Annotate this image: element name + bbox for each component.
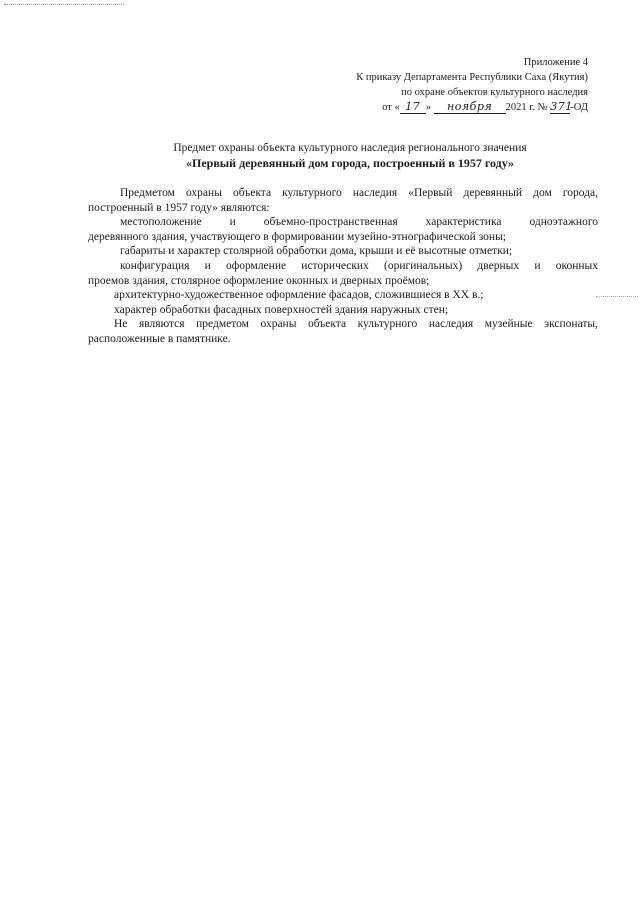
- handwritten-day: 17: [400, 101, 426, 114]
- scan-artifact-right: [596, 296, 638, 297]
- appendix-header: [288, 55, 588, 115]
- intro-line-2: построенный в 1957 году» являются:: [88, 201, 270, 214]
- exclusion-line-1: Не являются предметом охраны объекта культурного наследия музейные экспонаты,: [114, 318, 598, 331]
- item-1-line-1: местоположение и объемно-пространственная характеристика одноэтажного: [120, 216, 598, 229]
- scan-artifact-top: [4, 4, 124, 7]
- document-body: [88, 186, 598, 347]
- item-5: характер обработки фасадных поверхностей здания наружных стен;: [114, 303, 449, 316]
- item-3-line-2: проемов здания, столярное оформление оконных и дверных проёмов;: [88, 274, 430, 287]
- exclusion-line-2: расположенные в памятнике.: [88, 332, 231, 345]
- intro-line-1: Предметом охраны объекта культурного наследия «Первый деревянный дом города,: [120, 187, 598, 199]
- date-year: 2021 г. №: [505, 102, 548, 113]
- handwritten-month: ноября: [434, 101, 506, 114]
- item-2: габариты и характер столярной обработки дома, крыши и её высотные отметки;: [120, 245, 513, 258]
- appendix-number: Приложение 4: [523, 57, 588, 68]
- date-mid: »: [425, 102, 432, 113]
- title-line-1: Предмет охраны объекта культурного наследия регионального значения: [173, 142, 527, 154]
- item-4: архитектурно-художественное оформление фасадов, сложившиеся в XX в.;: [114, 289, 484, 302]
- appendix-date-line: [288, 100, 588, 115]
- title-line-2: «Первый деревянный дом города, построенный в 1957 году»: [185, 156, 515, 170]
- handwritten-order-number: 371: [550, 100, 573, 113]
- order-suffix: -ОД: [570, 102, 588, 113]
- appendix-order-ref: К приказу Департамента Республики Саха (Якутия): [356, 72, 588, 83]
- appendix-department: по охране объектов культурного наследия: [401, 87, 588, 98]
- date-prefix: от «: [382, 102, 400, 113]
- document-title: [80, 141, 620, 171]
- item-3-line-1: конфигурация и оформление исторических (оригинальных) дверных и оконных: [120, 259, 598, 272]
- item-1-line-2: деревянного здания, участвующего в формировании музейно-этнографической зоны;: [88, 230, 506, 243]
